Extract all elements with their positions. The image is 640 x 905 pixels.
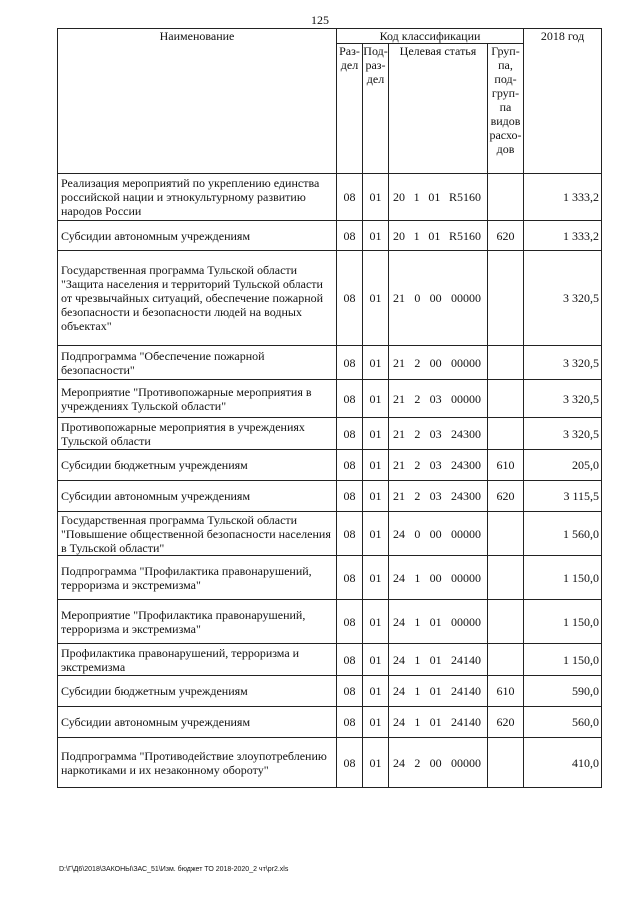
row-vid bbox=[488, 556, 524, 600]
celevaya-part: 24 bbox=[393, 715, 405, 729]
row-podrazdel: 01 bbox=[363, 676, 389, 707]
celevaya-part: 24 bbox=[393, 570, 405, 585]
header-podrazdel: Под- раз- дел bbox=[363, 44, 389, 174]
row-podrazdel: 01 bbox=[363, 251, 389, 346]
row-razdel: 08 bbox=[337, 707, 363, 738]
celevaya-part: 03 bbox=[429, 489, 442, 503]
celevaya-part: 2 bbox=[414, 426, 421, 441]
row-podrazdel: 01 bbox=[363, 450, 389, 481]
row-name: Подпрограмма "Обеспечение пожарной безопасности" bbox=[58, 346, 337, 380]
celevaya-part: 24 bbox=[393, 652, 405, 667]
celevaya-part: 00000 bbox=[450, 526, 481, 541]
header-name: Наименование bbox=[58, 29, 337, 174]
row-name: Государственная программа Тульской области "Повышение общественной безопасности населения в Тульской области" bbox=[58, 512, 337, 556]
celevaya-part: 2 bbox=[414, 489, 421, 503]
celevaya-part: 24 bbox=[393, 614, 405, 629]
row-vid bbox=[488, 644, 524, 676]
row-name: Субсидии бюджетным учреждениям bbox=[58, 450, 337, 481]
celevaya-part: 20 bbox=[393, 228, 405, 243]
row-celevaya-statya bbox=[389, 600, 488, 644]
row-podrazdel: 01 bbox=[363, 707, 389, 738]
table-row bbox=[58, 676, 602, 707]
row-celevaya-statya bbox=[389, 676, 488, 707]
row-podrazdel: 01 bbox=[363, 481, 389, 512]
table-row bbox=[58, 380, 602, 418]
celevaya-part: 24140 bbox=[450, 715, 481, 729]
table-row bbox=[58, 450, 602, 481]
celevaya-part: 01 bbox=[429, 614, 442, 629]
row-celevaya-statya bbox=[389, 481, 488, 512]
row-vid bbox=[488, 418, 524, 450]
row-vid bbox=[488, 174, 524, 221]
row-celevaya-statya bbox=[389, 450, 488, 481]
celevaya-part: 00 bbox=[429, 291, 442, 305]
celevaya-part: 0 bbox=[414, 291, 421, 305]
table-body bbox=[58, 174, 602, 788]
row-vid bbox=[488, 346, 524, 380]
celevaya-part: 01 bbox=[428, 190, 441, 204]
row-razdel: 08 bbox=[337, 251, 363, 346]
celevaya-part: R5160 bbox=[448, 190, 481, 204]
celevaya-part: 01 bbox=[429, 652, 442, 667]
row-amount: 3 320,5 bbox=[524, 380, 602, 418]
row-podrazdel: 01 bbox=[363, 221, 389, 251]
row-celevaya-statya bbox=[389, 556, 488, 600]
row-podrazdel: 01 bbox=[363, 346, 389, 380]
row-amount: 205,0 bbox=[524, 450, 602, 481]
row-razdel: 08 bbox=[337, 380, 363, 418]
celevaya-part: 00000 bbox=[450, 291, 481, 305]
row-celevaya-statya bbox=[389, 512, 488, 556]
row-vid bbox=[488, 738, 524, 788]
row-podrazdel: 01 bbox=[363, 556, 389, 600]
row-podrazdel: 01 bbox=[363, 512, 389, 556]
celevaya-part: 01 bbox=[429, 684, 442, 698]
celevaya-part: 24140 bbox=[450, 684, 481, 698]
table-row bbox=[58, 707, 602, 738]
table-row bbox=[58, 481, 602, 512]
celevaya-part: 00 bbox=[429, 526, 442, 541]
header-razdel: Раз- дел bbox=[337, 44, 363, 174]
row-amount: 1 150,0 bbox=[524, 556, 602, 600]
celevaya-part: 21 bbox=[393, 291, 405, 305]
row-amount: 1 333,2 bbox=[524, 174, 602, 221]
celevaya-part: 21 bbox=[393, 458, 405, 472]
row-celevaya-statya bbox=[389, 346, 488, 380]
table-row bbox=[58, 346, 602, 380]
row-name: Противопожарные мероприятия в учреждениях Тульской области bbox=[58, 418, 337, 450]
row-amount: 1 333,2 bbox=[524, 221, 602, 251]
table-row bbox=[58, 738, 602, 788]
header-year: 2018 год bbox=[524, 29, 602, 174]
celevaya-part: 24140 bbox=[450, 652, 481, 667]
celevaya-part: 24 bbox=[393, 684, 405, 698]
celevaya-part: 00000 bbox=[450, 755, 481, 770]
row-razdel: 08 bbox=[337, 512, 363, 556]
row-amount: 3 320,5 bbox=[524, 251, 602, 346]
table-row bbox=[58, 644, 602, 676]
celevaya-part: 00000 bbox=[450, 355, 481, 370]
row-name: Субсидии автономным учреждениям bbox=[58, 221, 337, 251]
celevaya-part: 2 bbox=[414, 458, 421, 472]
row-celevaya-statya bbox=[389, 174, 488, 221]
budget-table bbox=[57, 28, 602, 788]
row-name: Реализация мероприятий по укреплению единства российской нации и этнокультурному развитию народов России bbox=[58, 174, 337, 221]
table-row bbox=[58, 512, 602, 556]
row-podrazdel: 01 bbox=[363, 738, 389, 788]
celevaya-part: 1 bbox=[414, 715, 421, 729]
row-razdel: 08 bbox=[337, 738, 363, 788]
row-name: Субсидии автономным учреждениям bbox=[58, 707, 337, 738]
row-name: Профилактика правонарушений, терроризма и экстремизма bbox=[58, 644, 337, 676]
celevaya-part: 03 bbox=[429, 426, 442, 441]
row-podrazdel: 01 bbox=[363, 418, 389, 450]
celevaya-part: 21 bbox=[393, 391, 405, 406]
celevaya-part: 0 bbox=[414, 526, 421, 541]
row-amount: 1 150,0 bbox=[524, 600, 602, 644]
file-path-footer: D:\Г\Д6\2018\ЗАКОНЫ\ЗАС_51\Изм. бюджет ТО 2018-2020_2 чт\pr2.xls bbox=[59, 866, 289, 873]
row-podrazdel: 01 bbox=[363, 174, 389, 221]
row-name: Субсидии автономным учреждениям bbox=[58, 481, 337, 512]
celevaya-part: 21 bbox=[393, 355, 405, 370]
celevaya-part: 00000 bbox=[450, 570, 481, 585]
row-name: Мероприятие "Противопожарные мероприятия в учреждениях Тульской области" bbox=[58, 380, 337, 418]
celevaya-part: 1 bbox=[414, 570, 421, 585]
celevaya-part: 03 bbox=[429, 458, 442, 472]
row-celevaya-statya bbox=[389, 221, 488, 251]
row-amount: 1 150,0 bbox=[524, 644, 602, 676]
table-row bbox=[58, 556, 602, 600]
celevaya-part: 00000 bbox=[450, 614, 481, 629]
celevaya-part: 1 bbox=[414, 652, 421, 667]
row-razdel: 08 bbox=[337, 450, 363, 481]
row-name: Государственная программа Тульской области "Защита населения и территорий Тульской области от чрезвычайных ситуаций, обеспечение пожарной безопасности и безопасности людей на водных объектах" bbox=[58, 251, 337, 346]
celevaya-part: 1 bbox=[413, 190, 420, 204]
row-razdel: 08 bbox=[337, 221, 363, 251]
celevaya-part: 24 bbox=[393, 755, 405, 770]
celevaya-part: 00 bbox=[429, 355, 442, 370]
table-row bbox=[58, 600, 602, 644]
row-celevaya-statya bbox=[389, 251, 488, 346]
celevaya-part: 20 bbox=[393, 190, 405, 204]
row-name: Подпрограмма "Профилактика правонарушений, терроризма и экстремизма" bbox=[58, 556, 337, 600]
celevaya-part: 1 bbox=[414, 684, 421, 698]
row-celevaya-statya bbox=[389, 707, 488, 738]
celevaya-part: 2 bbox=[414, 391, 421, 406]
header-classification: Код классификации bbox=[337, 29, 524, 44]
row-vid: 610 bbox=[488, 450, 524, 481]
header-celevaya: Целевая статья bbox=[389, 44, 488, 174]
row-razdel: 08 bbox=[337, 174, 363, 221]
row-amount: 590,0 bbox=[524, 676, 602, 707]
row-amount: 3 115,5 bbox=[524, 481, 602, 512]
row-amount: 1 560,0 bbox=[524, 512, 602, 556]
row-vid bbox=[488, 380, 524, 418]
celevaya-part: 21 bbox=[393, 426, 405, 441]
celevaya-part: 21 bbox=[393, 489, 405, 503]
celevaya-part: 24300 bbox=[450, 458, 481, 472]
table-row bbox=[58, 174, 602, 221]
row-amount: 3 320,5 bbox=[524, 418, 602, 450]
row-amount: 410,0 bbox=[524, 738, 602, 788]
row-vid bbox=[488, 512, 524, 556]
celevaya-part: 03 bbox=[429, 391, 442, 406]
row-razdel: 08 bbox=[337, 418, 363, 450]
celevaya-part: 01 bbox=[428, 228, 441, 243]
celevaya-part: 24300 bbox=[450, 426, 481, 441]
celevaya-part: 2 bbox=[414, 355, 421, 370]
row-razdel: 08 bbox=[337, 556, 363, 600]
celevaya-part: R5160 bbox=[448, 228, 481, 243]
row-razdel: 08 bbox=[337, 600, 363, 644]
row-razdel: 08 bbox=[337, 644, 363, 676]
row-podrazdel: 01 bbox=[363, 644, 389, 676]
row-vid: 620 bbox=[488, 481, 524, 512]
row-celevaya-statya bbox=[389, 738, 488, 788]
row-podrazdel: 01 bbox=[363, 380, 389, 418]
page-number: 125 bbox=[311, 13, 329, 27]
row-name: Подпрограмма "Противодействие злоупотреблению наркотиками и их незаконному обороту" bbox=[58, 738, 337, 788]
row-vid: 620 bbox=[488, 707, 524, 738]
header-gruppa: Груп- па, под- груп- па видов расхо- дов bbox=[488, 44, 524, 174]
row-razdel: 08 bbox=[337, 346, 363, 380]
row-razdel: 08 bbox=[337, 481, 363, 512]
celevaya-part: 01 bbox=[429, 715, 442, 729]
row-vid: 620 bbox=[488, 221, 524, 251]
row-podrazdel: 01 bbox=[363, 600, 389, 644]
row-amount: 560,0 bbox=[524, 707, 602, 738]
row-vid bbox=[488, 251, 524, 346]
row-celevaya-statya bbox=[389, 418, 488, 450]
row-razdel: 08 bbox=[337, 676, 363, 707]
row-celevaya-statya bbox=[389, 644, 488, 676]
celevaya-part: 00000 bbox=[450, 391, 481, 406]
table-row bbox=[58, 418, 602, 450]
row-vid bbox=[488, 600, 524, 644]
row-name: Мероприятие "Профилактика правонарушений, терроризма и экстремизма" bbox=[58, 600, 337, 644]
celevaya-part: 00 bbox=[429, 570, 442, 585]
celevaya-part: 24 bbox=[393, 526, 405, 541]
celevaya-part: 00 bbox=[429, 755, 442, 770]
row-name: Субсидии бюджетным учреждениям bbox=[58, 676, 337, 707]
row-amount: 3 320,5 bbox=[524, 346, 602, 380]
celevaya-part: 24300 bbox=[450, 489, 481, 503]
row-celevaya-statya bbox=[389, 380, 488, 418]
celevaya-part: 1 bbox=[413, 228, 420, 243]
celevaya-part: 1 bbox=[414, 614, 421, 629]
celevaya-part: 2 bbox=[414, 755, 421, 770]
table-row bbox=[58, 251, 602, 346]
table-row bbox=[58, 221, 602, 251]
row-vid: 610 bbox=[488, 676, 524, 707]
